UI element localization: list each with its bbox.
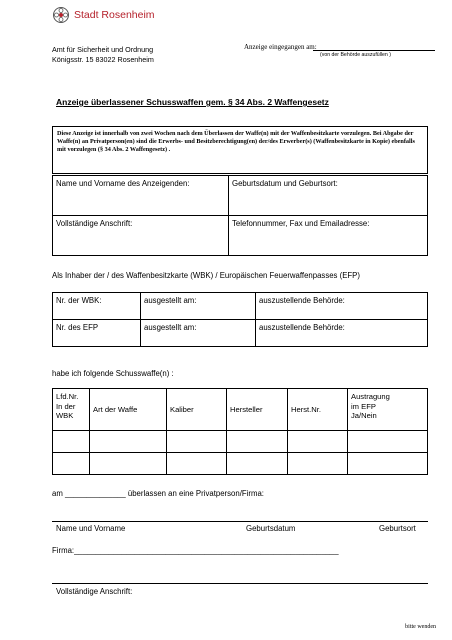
- received-date-note: (von der Behörde auszufüllen ): [320, 52, 391, 58]
- city-emblem-icon: [52, 6, 70, 24]
- wbk-issued-label: ausgestellt am:: [144, 296, 197, 305]
- received-date-label: Anzeige eingegangen am:: [244, 43, 317, 51]
- logo-text: Stadt Rosenheim: [74, 9, 155, 21]
- weapon-cell[interactable]: [167, 453, 227, 475]
- applicant-phone-field[interactable]: [229, 216, 428, 256]
- efp-number-label: Nr. des EFP: [56, 323, 99, 332]
- form-title: Anzeige überlassener Schusswaffen gem. § 34 Abs. 2 Waffengesetz: [56, 97, 329, 107]
- efp-number-field[interactable]: [53, 320, 141, 347]
- owner-heading: Als Inhaber der / des Waffenbesitzkarte (WBK) / Europäischen Feuerwaffenpasses (EFP): [52, 271, 360, 280]
- efp-issued-field[interactable]: [141, 320, 256, 347]
- weapon-cell[interactable]: [227, 431, 288, 453]
- recipient-birthplace-label: Geburtsort: [379, 524, 416, 533]
- applicant-birth-field[interactable]: [229, 176, 428, 216]
- weapon-cell[interactable]: [348, 453, 428, 475]
- weapons-heading: habe ich folgende Schusswaffe(n) :: [52, 369, 174, 378]
- weapons-header-efp: Austragung im EFP Ja/Nein: [348, 389, 428, 431]
- weapons-table: [52, 388, 428, 475]
- notice-box: Diese Anzeige ist innerhalb von zwei Wochen nach dem Überlassen der Waffe(n) mit der Waffenbesitzkarte vorzulegen. Bei Abgabe der Waffe(n) an Privatperson(en) sind die Erwerbs- und Besitzberechtigung(en) der/des Erwerber(s) (Waffenbesitzkarte in Kopie) ebenfalls mit vorzulegen (§ 34 Abs. 2 Waffengesetz) .: [52, 126, 428, 174]
- applicant-name-field[interactable]: [53, 176, 229, 216]
- license-table: [52, 292, 428, 347]
- weapon-cell[interactable]: [227, 453, 288, 475]
- weapons-header-type: Art der Waffe: [90, 389, 167, 431]
- firm-line[interactable]: [52, 546, 428, 555]
- recipient-address-line[interactable]: [52, 583, 428, 584]
- recipient-address-label: Vollständige Anschrift:: [56, 587, 133, 596]
- weapon-cell[interactable]: [53, 453, 90, 475]
- efp-issued-label: ausgestellt am:: [144, 323, 197, 332]
- applicant-phone-label: Telefonnummer, Fax und Emailadresse:: [232, 219, 370, 228]
- wbk-issued-field[interactable]: [141, 293, 256, 320]
- wbk-authority-field[interactable]: [256, 293, 428, 320]
- weapon-cell[interactable]: [348, 431, 428, 453]
- firm-label: Firma:: [52, 546, 75, 555]
- table-row: [53, 453, 428, 475]
- weapons-header-lfdnr: Lfd.Nr. In der WBK: [53, 389, 90, 431]
- transfer-date-line[interactable]: am ______________ überlassen an eine Privatperson/Firma:: [52, 489, 264, 498]
- authority-address: Königsstr. 15 83022 Rosenheim: [52, 55, 154, 64]
- applicant-birth-label: Geburtsdatum und Geburtsort:: [232, 179, 338, 188]
- weapon-cell[interactable]: [53, 431, 90, 453]
- weapon-cell[interactable]: [90, 453, 167, 475]
- wbk-number-field[interactable]: [53, 293, 141, 320]
- weapon-cell[interactable]: [90, 431, 167, 453]
- applicant-address-label: Vollständige Anschrift:: [56, 219, 133, 228]
- efp-authority-field[interactable]: [256, 320, 428, 347]
- city-logo: [52, 6, 162, 28]
- wbk-number-label: Nr. der WBK:: [56, 296, 102, 305]
- authority-name: Amt für Sicherheit und Ordnung: [52, 45, 154, 54]
- recipient-birthdate-label: Geburtsdatum: [246, 524, 296, 533]
- table-row: [53, 431, 428, 453]
- wbk-authority-label: auszustellende Behörde:: [259, 296, 345, 305]
- weapons-header-caliber: Kaliber: [167, 389, 227, 431]
- weapons-header-manufacturer: Hersteller: [227, 389, 288, 431]
- received-date-field[interactable]: [313, 50, 435, 51]
- weapon-cell[interactable]: [288, 453, 348, 475]
- applicant-name-label: Name und Vorname des Anzeigenden:: [56, 179, 190, 188]
- turn-over-note: bitte wenden: [405, 624, 436, 630]
- applicant-address-field[interactable]: [53, 216, 229, 256]
- recipient-name-label: Name und Vorname: [56, 524, 126, 533]
- weapons-header-serial: Herst.Nr.: [288, 389, 348, 431]
- efp-authority-label: auszustellende Behörde:: [259, 323, 345, 332]
- firm-underscores: _____________________________________________________________: [74, 546, 339, 555]
- applicant-table: [52, 175, 428, 256]
- weapon-cell[interactable]: [288, 431, 348, 453]
- weapon-cell[interactable]: [167, 431, 227, 453]
- recipient-name-line[interactable]: [52, 521, 428, 522]
